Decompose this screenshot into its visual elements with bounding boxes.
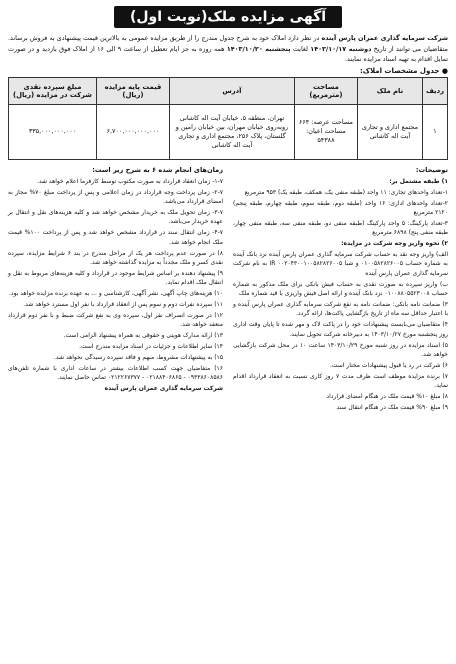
contact-phones: ۱۶) متقاضیان جهت کسب اطلاعات بیشتر در ساعات اداری با شماره تلفن‌های ۰۹۳۳۸۶۰۸۵۸۶ - ۰۲۱۸۸۴۰۶۸۶۵ - ۰۲۱۲۲۶۷۳۷۷ تماس حاصل نمایند. — [8, 365, 223, 382]
header-deposit: مبلغ سپرده نقدی شرکت در مزایده (ریال) — [9, 77, 97, 104]
company-name: شرکت سرمایه گذاری عمران پارس آینده — [321, 34, 448, 42]
term-item: ۴-۷- زمان انتقال سند در قرارداد مشخص خواهد شد و پس از پرداخت ۱۰۰% قیمت ملک انجام خواهد شد. — [8, 229, 223, 246]
header-area: مساحت (مترمربع) — [294, 77, 357, 104]
term-item: ۱۵) به پیشنهادات مشروط، مبهم و فاقد سپرده رسیدگی نخواهد شد. — [53, 354, 223, 362]
term-item: الف) واریز وجه نقد به حساب شرکت سرمایه گذاری عمران پارس آینده نزد بانک آینده به شماره حساب ۰۱۰۰۵۸۲۸۲۶۰۰۵ و شبا IR ۰۰۲۰۴۳۰۰۱۰۰۵۸۲۸۲۶۰۰۵ به نام شرکت سرمایه گذاری عمران پارس آینده — [233, 251, 448, 277]
term-item: ۴) متقاضیان می‌بایست پیشنهادات خود را در پاکت لاک و مهر شده تا پایان وقت اداری روز پنجشنبه مورخ ۱۴۰۳/۱۰/۲۷ به دبیرخانه شرکت تحویل نمایند. — [233, 321, 448, 338]
term-item: ۱۴) سایر اطلاعات و جزئیات در اسناد مزایده مندرج است. — [79, 343, 223, 351]
term-item: ۸) مبلغ ۱۰% قیمت ملک در هنگام امضای قرارداد — [326, 393, 448, 401]
term-item: ۱۳) ارائه مدارک هویتی و حقوقی به همراه پیشنهاد الزامی است. — [63, 332, 223, 340]
term-item: ۱) طبقه مشتمل بر: — [389, 177, 448, 185]
intro-text-3: همه روزه به جز ایام تعطیل از ساعت ۹ الی ۱۶ از املاک فوق بازدید و در صورت تمایل اقدام به تهیه اسناد مزایده نمایند. — [8, 44, 448, 64]
term-item: ۳) ضمانت نامه بانکی: ضمانت نامه به نفع شرکت سرمایه گذاری عمران پارس آینده و با اعتبار حداقل سه ماه از تاریخ بازگشایی پاکت‌ها، ارائه گردد. — [233, 301, 448, 318]
cell-area — [294, 104, 357, 159]
term-item: ۳-۷- زمان تحویل ملک به خریدار مشخص خواهد شد و کلیه هزینه‌های نقل و انتقال بر عهده خریدار می‌باشد. — [8, 208, 223, 226]
date-to: پنجشنبه ۱۴۰۳/۱۰/۲۰ — [226, 44, 291, 53]
intro-text-2: لغایت — [292, 44, 308, 53]
terms-right-column — [233, 166, 448, 414]
terms-left-column — [8, 166, 223, 414]
term-item: ۸) در صورت عدم پرداخت هر یک از مراحل مندرج در بند ۶ شرایط مزایده، سپرده نقدی کسر و ملک مجدداً به مزایده گذاشته خواهد شد. — [8, 249, 223, 266]
term-item: ۵) اسناد مزایده در روز شنبه مورخ ۱۴۰۳/۱۰/۲۹ ساعت ۱۰ در محل شرکت بازگشایی خواهد شد. — [233, 341, 448, 359]
area-land: مساحت عرصه: ۶۶۴ — [298, 118, 353, 127]
term-item: ۷) برنده مزایده موظف است ظرف مدت ۷ روز کاری نسبت به انعقاد قرارداد اقدام نماید. — [233, 372, 448, 390]
area-building: مساحت اعیان: ۵۴۳۸۸ — [306, 127, 346, 145]
notice-title: آگهی مزایده ملک(نوبت اول) — [114, 6, 342, 28]
date-from: دوشنبه ۱۴۰۳/۱۰/۱۷ — [310, 44, 372, 53]
term-item: ۲-۷- زمان پرداخت وجه قرارداد در زمان اعلامی و پس از پرداخت مبلغ ۷۰% مجاز به امضای قرارداد می‌باشد. — [8, 188, 223, 205]
table-header-row — [9, 77, 448, 104]
term-item: ب) واریز سپرده به صورت نقدی به حساب فیش بانکی برای ملک مذکور به شماره حساب ۰۱۰۰۸۸۰۵۵۲۳۰۰۸ نزد بانک آینده و ارائه اصل فیش واریزی با قید شماره ملک — [233, 280, 448, 298]
term-item: ۳-تعداد پارکینگ: ۵ واحد پارکینگ (طبقه منفی دو، طبقه منفی سه، طبقه منفی چهار، طبقه منفی پنج) ۶۸۹۸ مترمربع — [233, 219, 448, 237]
term-item: ۹) پیشنهاد دهنده بر اساس شرایط موجود در قرارداد و کلیه هزینه‌های مربوط به نقل و انتقال ملک اقدام نماید. — [8, 269, 223, 287]
header-address: آدرس — [169, 77, 294, 104]
term-item: ۱-تعداد واحدهای تجاری: ۱۱ واحد (طبقه منفی یک، همکف، طبقه یک) ۹۵۳ مترمربع — [244, 188, 448, 196]
intro-text-1: در نظر دارد املاک خود به شرح جدول مندرج را از طریق مزایده عمومی به بالاترین قیمت پیشنهادی به فروش برساند. متقاضیان می توانند از تاریخ — [8, 34, 448, 53]
intro-paragraph — [8, 33, 448, 65]
table-row — [9, 104, 448, 159]
right-col-heading: توضیحات: — [415, 165, 448, 174]
header-name: نام ملک — [357, 77, 422, 104]
auction-notice-page — [0, 6, 456, 664]
table-heading: ● جدول مشخصات املاک: — [359, 66, 448, 75]
properties-table — [8, 77, 448, 160]
term-item: ۲) نحوه واریز وجه شرکت در مزایده: — [341, 240, 448, 248]
term-item: ۶) شرکت در رد یا قبول پیشنهادات مختار است. — [329, 362, 448, 369]
term-item: ۹) مبلغ ۹۰% قیمت ملک در هنگام انتقال سند — [336, 404, 448, 412]
cell-index: ۱ — [422, 104, 447, 159]
term-item: ۱-۷- زمان انعقاد قرارداد به صورت مکتوب توسط کارفرما اعلام خواهد شد. — [36, 177, 223, 185]
header-index: ردیف — [422, 77, 447, 104]
term-item: ۲-تعداد واحدهای اداری: ۱۶ واحد (طبقه دوم، طبقه سوم، طبقه چهارم، طبقه پنجم) ۲۱۲۰ مترمربع — [233, 199, 448, 216]
header-base-price: قیمت پایه مزایده (ریال) — [96, 77, 169, 104]
terms-columns — [8, 166, 448, 414]
term-item: ۱۰) هزینه‌های چاپ آگهی، نشر آگهی، کارشناسی و ... به عهده برنده مزایده خواهد بود. — [9, 290, 223, 298]
left-col-heading: زمان‌های انجام شده ۶ به شرح زیر است: — [92, 165, 223, 174]
cell-address: تهران، منطقه ۵، خیابان آیت اله کاشانی روبه‌روی خیابان مهران، بین خیابان رامین و گلستان، پلاک ۲۵۶، مجتمع اداری و تجاری آیت اله کاشانی — [169, 104, 294, 159]
cell-name: مجتمع اداری و تجاری آیت اله کاشانی — [357, 104, 422, 159]
company-signature: شرکت سرمایه گذاری عمران پارس آینده — [104, 385, 223, 393]
cell-base-price: ۶,۷۰۰,۰۰۰,۰۰۰,۰۰۰ — [96, 104, 169, 159]
term-item: ۱۲) در صورت انصراف نفر اول، سپرده وی به نفع شرکت ضبط و با نفر دوم قرارداد منعقد خواهد شد. — [8, 311, 223, 329]
bullet-icon: ● — [441, 66, 448, 75]
cell-deposit: ۳۳۵,۰۰۰,۰۰۰,۰۰۰ — [9, 104, 97, 159]
term-item: ۱۱) سپرده نفرات دوم و سوم پس از انعقاد قرارداد با نفر اول مسترد خواهد شد. — [23, 301, 223, 309]
